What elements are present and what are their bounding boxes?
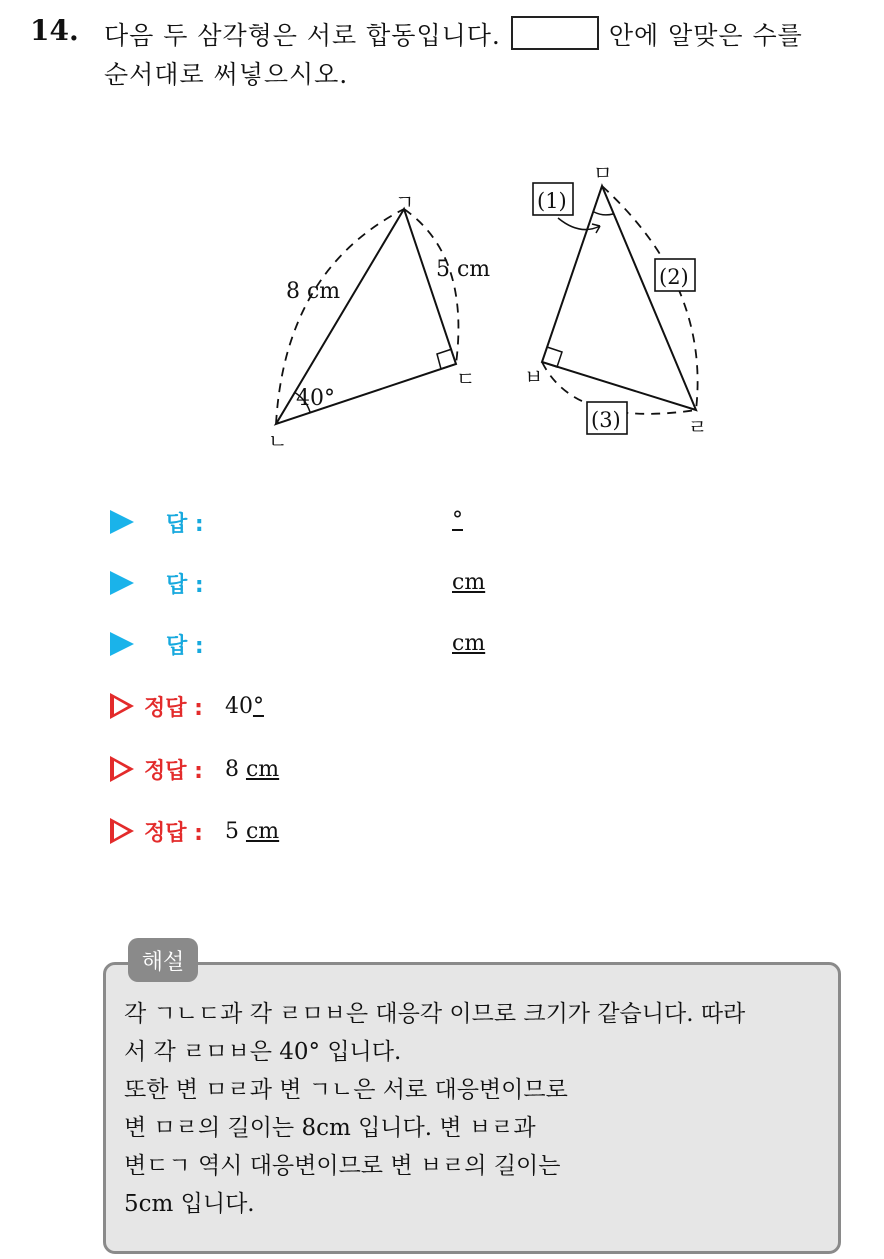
answer-marker-icon — [110, 510, 134, 534]
explanation-line-4: 변 ㅁㄹ의 길이는 8cm 입니다. 변 ㅂㄹ과 — [124, 1115, 536, 1141]
vertex-label-mieum: ㅁ — [593, 161, 613, 185]
side-label-8cm: 8 cm — [286, 279, 341, 304]
box-3-label: (3) — [591, 408, 621, 432]
correct-answer-value: 8 cm — [224, 756, 280, 782]
correct-answer-label: 정답 : — [144, 695, 203, 721]
right-triangle — [542, 186, 698, 414]
vertex-label-nieun: ㄴ — [268, 429, 288, 453]
explanation-tag: 해설 — [128, 938, 198, 982]
explanation-line-5: 변ㄷㄱ 역시 대응변이므로 변 ㅂㄹ의 길이는 — [124, 1153, 561, 1179]
vertex-label-giyeok: ㄱ — [395, 190, 415, 214]
answer-row-3 — [110, 624, 204, 664]
answer-label: 답 : — [166, 633, 204, 659]
correct-answer-label: 정답 : — [144, 758, 203, 784]
correct-marker-icon — [110, 818, 134, 844]
explanation-line-6: 5cm 입니다. — [124, 1191, 255, 1217]
right-triangle-edges — [542, 186, 696, 410]
correct-marker-icon — [110, 693, 134, 719]
answer-unit-degree: ° — [452, 508, 463, 533]
angle-arc-top — [594, 212, 613, 215]
correct-answer-value: 40° — [224, 693, 264, 719]
correct-answer-row-2 — [110, 749, 279, 789]
answer-unit-cm: cm — [452, 631, 486, 656]
explanation-line-3: 또한 변 ㅁㄹ과 변 ㄱㄴ은 서로 대응변이므로 — [124, 1077, 568, 1103]
answer-unit-cm: cm — [452, 570, 486, 595]
answer-marker-icon — [110, 632, 134, 656]
correct-answer-row-1 — [110, 686, 264, 726]
vertex-label-bieup: ㅂ — [524, 365, 544, 389]
correct-answer-label: 정답 : — [144, 820, 203, 846]
right-angle-mark-right — [542, 347, 562, 367]
explanation-line-1: 각 ㄱㄴㄷ과 각 ㄹㅁㅂ은 대응각 이므로 크기가 같습니다. 따라 — [124, 1001, 746, 1027]
question-text-line-2: 순서대로 써넣으시오. — [104, 60, 349, 89]
correct-marker-icon — [110, 756, 134, 782]
vertex-label-digeut: ㄷ — [456, 367, 476, 391]
answer-label: 답 : — [166, 572, 204, 598]
question-text-after-box: 안에 알맞은 수를 — [608, 21, 803, 50]
correct-answer-row-3 — [110, 811, 279, 851]
correct-answer-value: 5 cm — [224, 818, 280, 844]
question-number: 14. — [30, 14, 79, 47]
explanation-line-2: 서 각 ㄹㅁㅂ은 40° 입니다. — [124, 1039, 402, 1065]
box-1-label: (1) — [537, 189, 567, 213]
side-label-5cm: 5 cm — [436, 257, 491, 282]
answer-marker-icon — [110, 571, 134, 595]
angle-label-40: 40° — [296, 386, 335, 411]
box-2-label: (2) — [659, 265, 689, 289]
answer-row-1 — [110, 502, 204, 542]
answer-label: 답 : — [166, 511, 204, 537]
congruent-triangles-figure — [0, 0, 884, 480]
answer-row-2 — [110, 563, 204, 603]
question-text-before-box: 다음 두 삼각형은 서로 합동입니다. — [104, 21, 501, 50]
vertex-label-rieul: ㄹ — [688, 415, 708, 439]
